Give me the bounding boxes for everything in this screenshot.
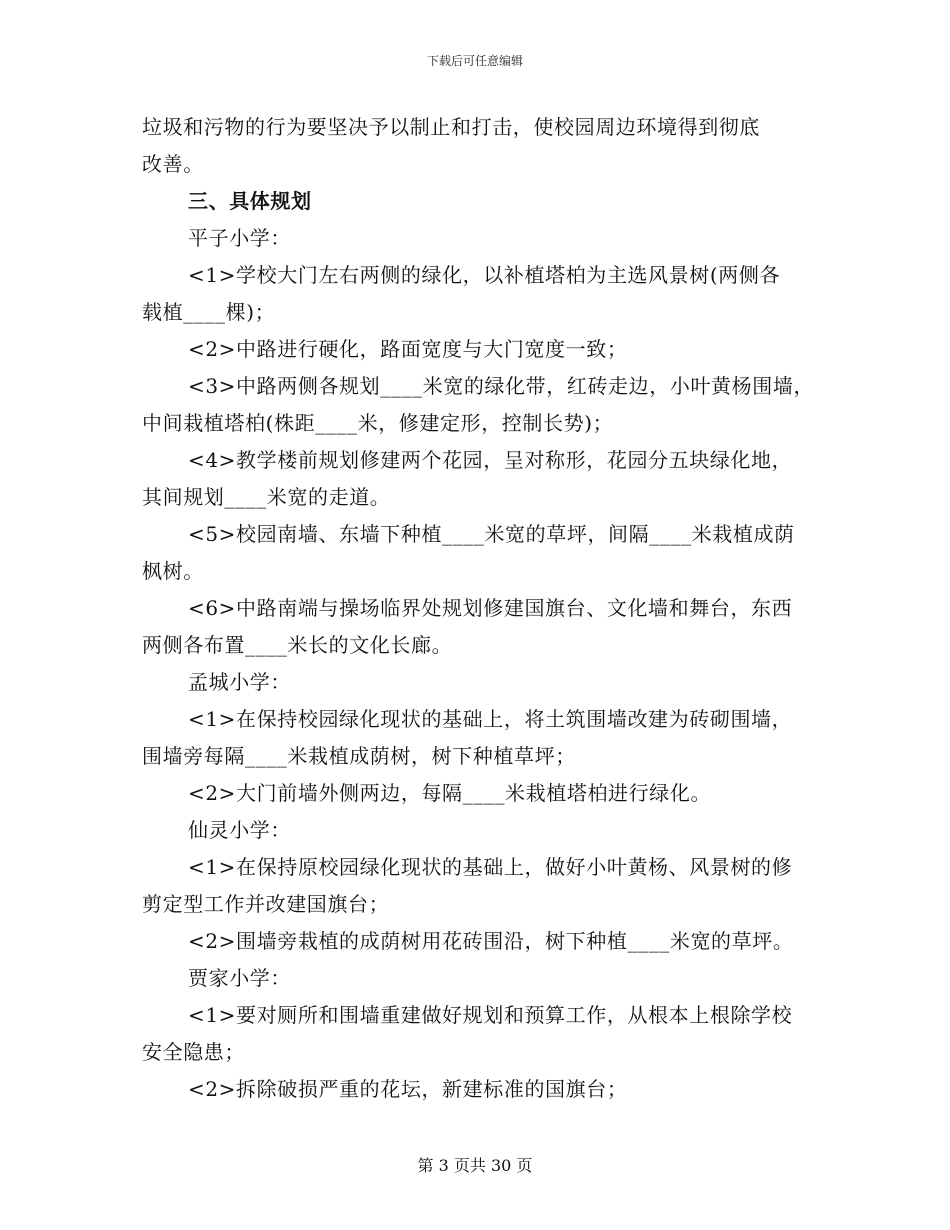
text-line: <2>中路进行硬化，路面宽度与大门宽度一致； [188,337,628,361]
text-line: 垃圾和污物的行为要坚决予以制止和打击，使校园周边环境得到彻底 [142,115,760,139]
text-line: 围墙旁每隔____米栽植成荫树，树下种植草坪； [142,744,576,768]
text-line: 两侧各布置____米长的文化长廊。 [142,633,453,657]
document-body [142,109,815,1108]
text-line: 中间栽植塔柏(株距____米，修建定形，控制长势)； [142,411,614,435]
section-heading: 三、具体规划 [188,189,312,213]
text-line: 其间规划____米宽的走道。 [142,485,391,509]
text-line: <2>拆除破损严重的花坛，新建标准的国旗台； [188,1077,628,1101]
text-line: 安全隐患； [142,1040,245,1064]
text-line: <3>中路两侧各规划____米宽的绿化带，红砖走边，小叶黄杨围墙， [188,374,815,398]
text-line: 仙灵小学： [188,818,291,842]
text-line: 改善。 [142,152,204,176]
text-line: <1>要对厕所和围墙重建做好规划和预算工作，从根本上根除学校 [188,1003,793,1027]
text-line: <5>校园南墙、东墙下种植____米宽的草坪，间隔____米栽植成荫 [188,522,795,546]
text-line: <2>围墙旁栽植的成荫树用花砖围沿，树下种植____米宽的草坪。 [188,929,794,953]
text-line: <4>教学楼前规划修建两个花园，呈对称形，花园分五块绿化地， [188,448,793,472]
text-line: 贾家小学： [188,966,291,990]
text-line: <2>大门前墙外侧两边，每隔____米栽植塔柏进行绿化。 [188,781,712,805]
text-line: 平子小学： [188,226,291,250]
text-line: <1>学校大门左右两侧的绿化，以补植塔柏为主选风景树(两侧各 [188,263,781,287]
text-line: 剪定型工作并改建国旗台； [142,892,390,916]
text-line: <1>在保持原校园绿化现状的基础上，做好小叶黄杨、风景树的修 [188,855,793,879]
text-line: 枫树。 [142,559,204,583]
text-line: <6>中路南端与操场临界处规划修建国旗台、文化墙和舞台，东西 [188,596,793,620]
page-footer: 第 3 页共 30 页 [417,1156,533,1175]
text-line: <1>在保持校园绿化现状的基础上，将土筑围墙改建为砖砌围墙， [188,707,793,731]
text-line: 载植____棵)； [142,300,276,324]
page-header: 下载后可任意编辑 [426,54,523,68]
text-line: 孟城小学： [188,670,291,694]
